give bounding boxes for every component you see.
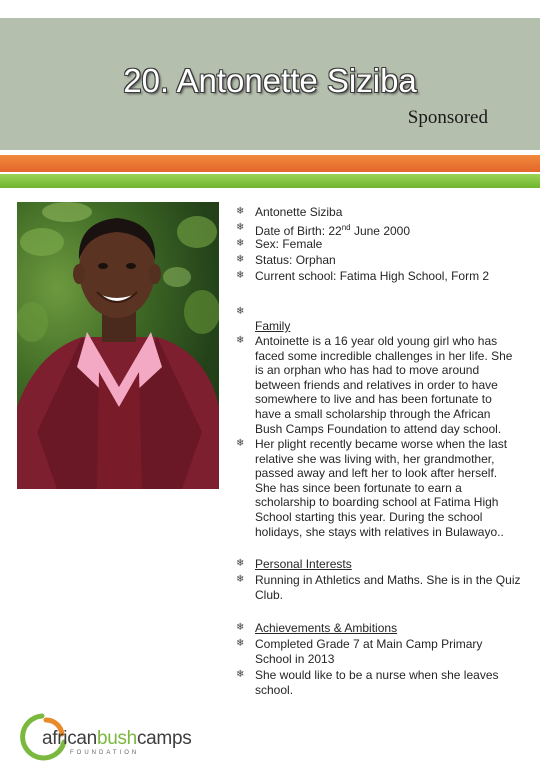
list-item-achievement-1: ❄ Completed Grade 7 at Main Camp Primary School in 2013 [236,637,483,666]
page-title: 20. Antonette Siziba [123,62,417,99]
logo-wordmark: africanbushcamps [42,728,192,749]
scroll-bullet-icon: ❄ [236,622,245,633]
list-item-status: ❄ Status: Orphan [236,253,336,267]
scroll-bullet-icon: ❄ [236,669,245,680]
portrait-illustration [17,202,219,489]
list-item-name: ❄ Antonette Siziba [236,205,343,219]
scroll-bullet-icon: ❄ [236,254,245,265]
orange-divider-bar [0,155,540,172]
foundation-logo [20,712,192,762]
list-item-achievement-2: ❄ She would like to be a nurse when she leaves school. [236,668,499,697]
scroll-bullet-icon: ❄ [236,206,245,217]
scroll-bullet-icon: ❄ [236,438,245,449]
list-item-achievements-heading: ❄ Achievements & Ambitions [236,621,398,635]
scroll-bullet-icon: ❄ [236,335,245,346]
scroll-bullet-icon: ❄ [236,222,245,233]
list-item-dob: ❄ Date of Birth: 22nd June 2000 [236,222,411,238]
list-item-school: ❄ Current school: Fatima High School, Form 2 [236,269,490,283]
scroll-bullet-icon: ❄ [236,238,245,249]
green-divider-bar [0,174,540,188]
scroll-bullet-icon: ❄ [236,574,245,585]
scroll-bullet-icon: ❄ [236,270,245,281]
scroll-bullet-icon: ❄ [236,306,245,317]
list-item-family-para2: ❄ Her plight recently became worse when the last relative she was living with, her grandmother, passed away and left her to look after herself. She has since been fortunate to earn a scholarship to boarding school at Fatima High School starting this year. During the school holidays, she stays with relatives in Bulawayo.. [236,437,508,539]
scroll-bullet-icon: ❄ [236,638,245,649]
scroll-bullet-icon: ❄ [236,558,245,569]
status-subtitle: Sponsored [407,107,488,128]
list-item-interests-text: ❄ Running in Athletics and Maths. She is in the Quiz Club. [236,573,521,602]
logo-subtitle: FOUNDATION [70,750,140,756]
student-portrait-photo [17,202,219,489]
list-item-sex: ❄ Sex: Female [236,237,323,251]
list-item-interests-heading: ❄ Personal Interests [236,557,352,571]
list-item-family-heading: Family [255,319,291,333]
list-item-family-para1: ❄ Antoinette is a 16 year old young girl who has faced some incredible challenges in her life. She is an orphan who has had to move around between friends and relatives in order to have somewhere to live and has been fortunate to have a small scholarship through the African Bush Camps Foundation to attend day school. [236,334,513,436]
